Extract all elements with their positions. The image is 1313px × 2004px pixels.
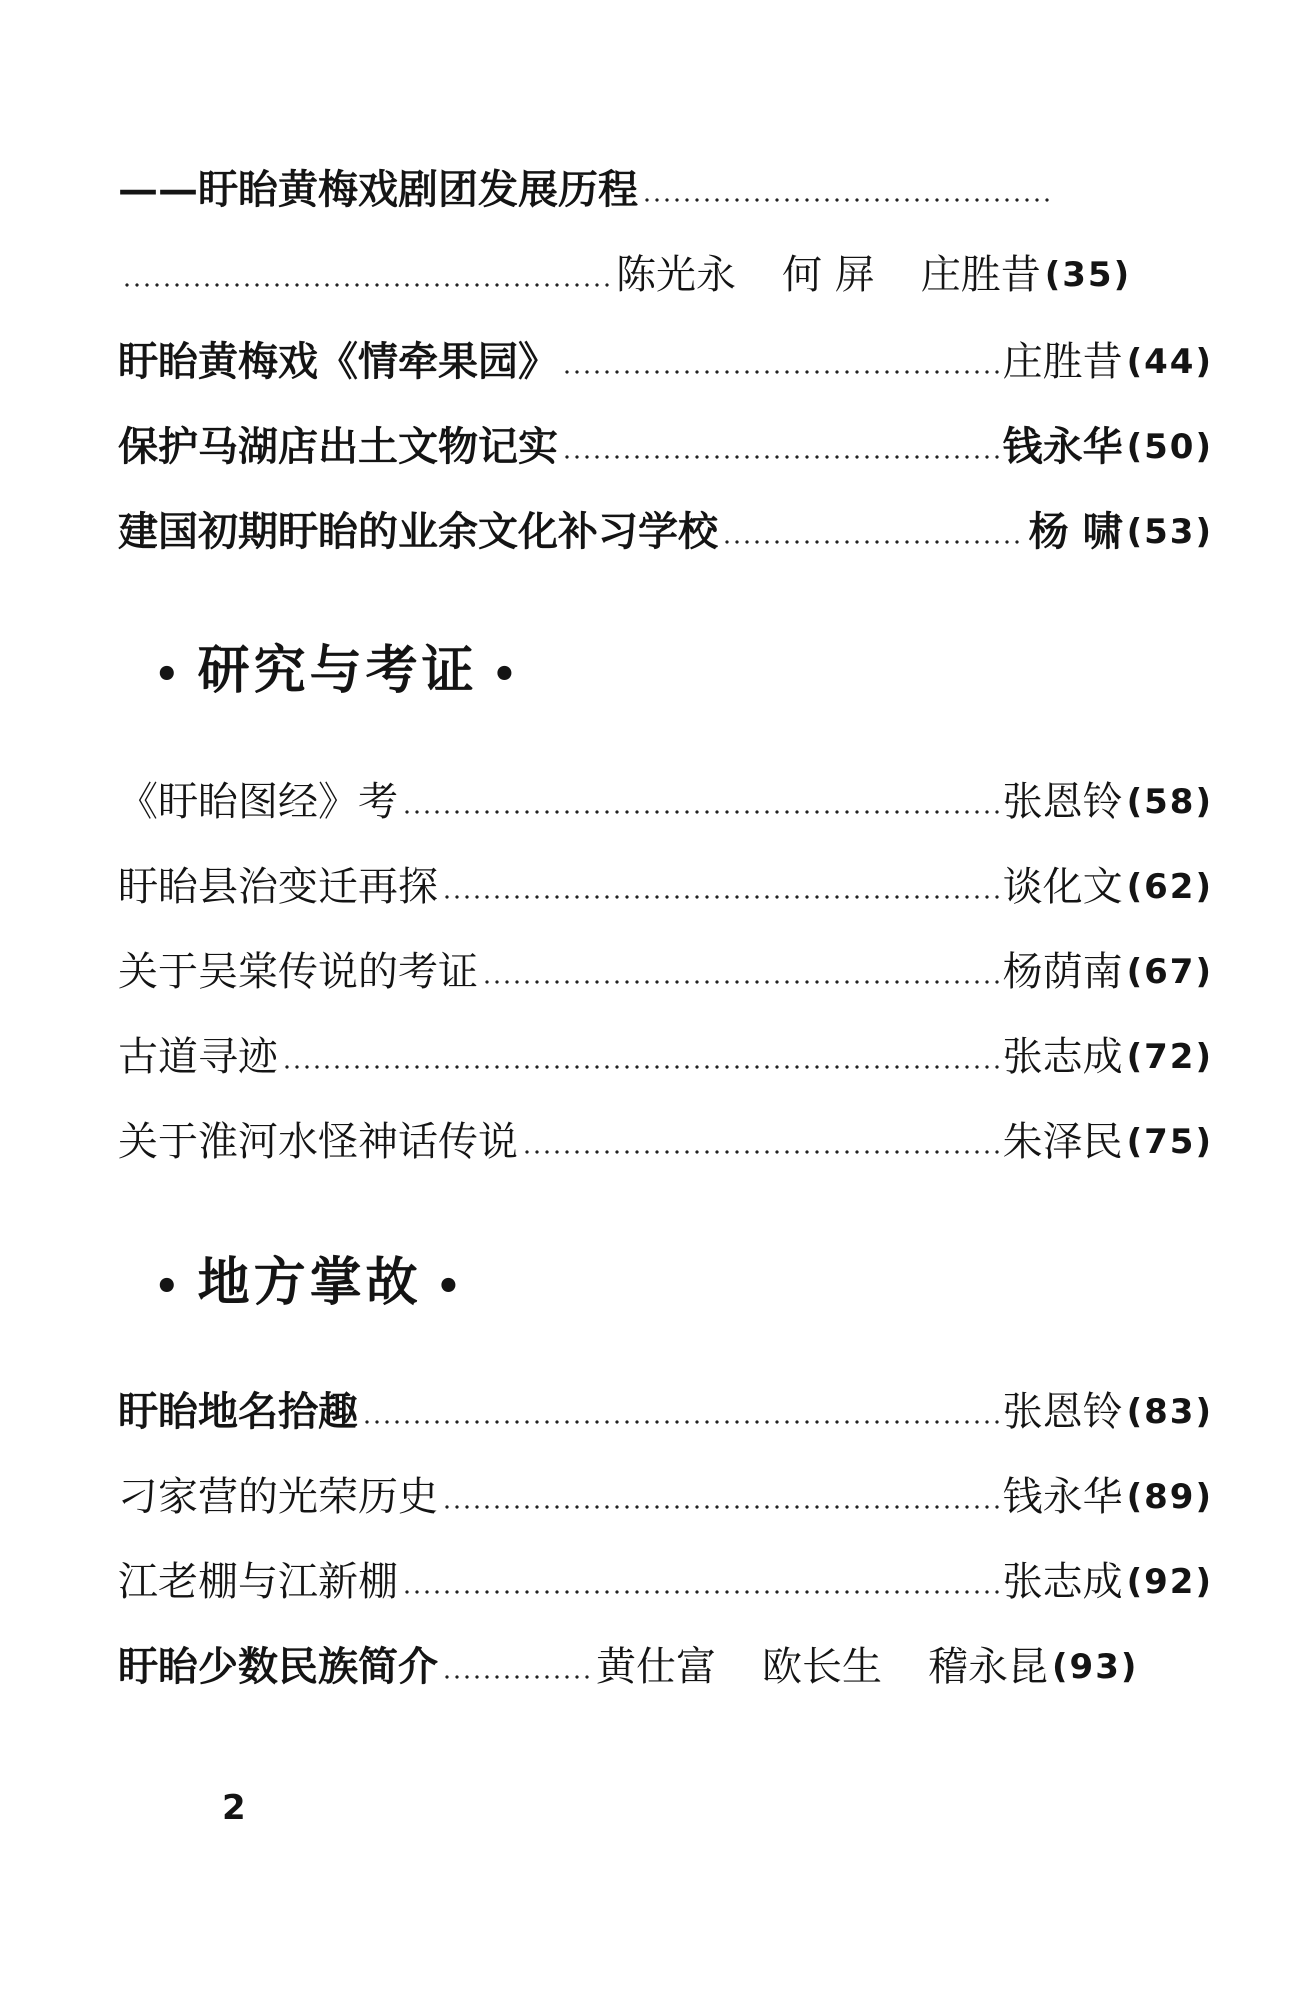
- toc-entry: [118, 1112, 1213, 1172]
- bullet-dot: •: [154, 1263, 184, 1310]
- dot-leader: [522, 1150, 999, 1154]
- entry-author: 稽永昆: [928, 1644, 1048, 1690]
- toc-entry: [118, 1382, 1213, 1442]
- toc-entry: [118, 1637, 1213, 1697]
- entry-page: (83): [1126, 1392, 1213, 1432]
- dot-leader: [442, 895, 999, 899]
- entry-title: 江老棚与江新棚: [118, 1559, 398, 1605]
- entry-title: 刁家营的光荣历史: [118, 1474, 438, 1520]
- entry-author: 谈化文: [1002, 864, 1123, 910]
- entry-page: (44): [1126, 342, 1213, 382]
- entry-author: 杨 啸: [1028, 508, 1123, 555]
- entry-title: 盱眙黄梅戏《情牵果园》: [118, 338, 558, 385]
- entry-title: 保护马湖店出土文物记实: [118, 423, 558, 470]
- entry-title: 《盱眙图经》考: [118, 779, 398, 825]
- entry-author: 张恩铃: [1002, 779, 1123, 825]
- toc-entry: [118, 160, 1213, 220]
- toc-entry: [118, 417, 1213, 477]
- entry-page: (67): [1126, 952, 1213, 992]
- toc-entry: [118, 332, 1213, 392]
- entry-page: (50): [1126, 427, 1213, 467]
- entry-author: 钱永华: [1002, 1474, 1123, 1520]
- section-title: 地方掌故: [197, 1252, 422, 1313]
- entry-author: 张志成: [1002, 1559, 1123, 1605]
- entry-author: 欧长生: [762, 1644, 882, 1690]
- entry-author: 张恩铃: [1002, 1389, 1123, 1435]
- entry-page: (92): [1126, 1562, 1213, 1602]
- page-number: 2: [222, 1788, 246, 1828]
- dot-leader: [642, 198, 1052, 202]
- dot-leader: [362, 1420, 999, 1424]
- entry-author: 陈光永: [616, 252, 736, 298]
- entry-page: (53): [1126, 512, 1213, 552]
- entry-page: (58): [1126, 782, 1213, 822]
- bullet-dot: •: [435, 1263, 466, 1310]
- entry-author: 何 屏: [782, 252, 875, 298]
- toc-entry: [118, 857, 1213, 917]
- entry-page: (89): [1126, 1477, 1213, 1517]
- entry-page: (93): [1052, 1647, 1139, 1687]
- entry-title: 盱眙县治变迁再探: [118, 864, 438, 910]
- toc-entry: [118, 1467, 1213, 1527]
- entry-title: 建国初期盱眙的业余文化补习学校: [118, 508, 718, 555]
- dot-leader: [482, 980, 999, 984]
- entry-title: ——盱眙黄梅戏剧团发展历程: [118, 166, 638, 213]
- entry-title: 盱眙少数民族简介: [118, 1643, 438, 1690]
- entry-page: (72): [1126, 1037, 1213, 1077]
- entry-page: (75): [1126, 1122, 1213, 1162]
- entry-author: 黄仕富: [596, 1644, 716, 1690]
- entry-author: 庄胜昔: [1002, 339, 1123, 385]
- entry-author: 杨荫南: [1002, 949, 1123, 995]
- dot-leader: [122, 283, 612, 287]
- entry-title: 古道寻迹: [118, 1034, 278, 1080]
- section-heading-research: [140, 636, 535, 706]
- entry-author: 钱永华: [1002, 423, 1123, 470]
- dot-leader: [402, 1590, 999, 1594]
- toc-entry: [118, 942, 1213, 1002]
- entry-author: 张志成: [1002, 1034, 1123, 1080]
- entry-title: 盱眙地名拾趣: [118, 1388, 358, 1435]
- toc-entry: [118, 502, 1213, 562]
- entry-page: (62): [1126, 867, 1213, 907]
- toc-entry: [118, 1027, 1213, 1087]
- dot-leader: [562, 370, 999, 374]
- entry-author: 庄胜昔: [920, 252, 1041, 298]
- dot-leader: [402, 810, 999, 814]
- dot-leader: [722, 540, 1025, 544]
- dot-leader: [442, 1505, 999, 1509]
- entry-title: 关于淮河水怪神话传说: [118, 1119, 518, 1165]
- bullet-dot: •: [491, 651, 522, 698]
- section-title: 研究与考证: [197, 640, 478, 701]
- toc-entry: [118, 772, 1213, 832]
- bullet-dot: •: [154, 651, 184, 698]
- entry-title: 关于吴棠传说的考证: [118, 949, 478, 995]
- toc-entry: [118, 245, 1213, 305]
- dot-leader: [562, 455, 999, 459]
- section-heading-local: [140, 1248, 479, 1318]
- dot-leader: [442, 1675, 592, 1679]
- dot-leader: [282, 1065, 999, 1069]
- toc-entry: [118, 1552, 1213, 1612]
- entry-author: 朱泽民: [1002, 1119, 1123, 1165]
- entry-page: (35): [1044, 255, 1132, 295]
